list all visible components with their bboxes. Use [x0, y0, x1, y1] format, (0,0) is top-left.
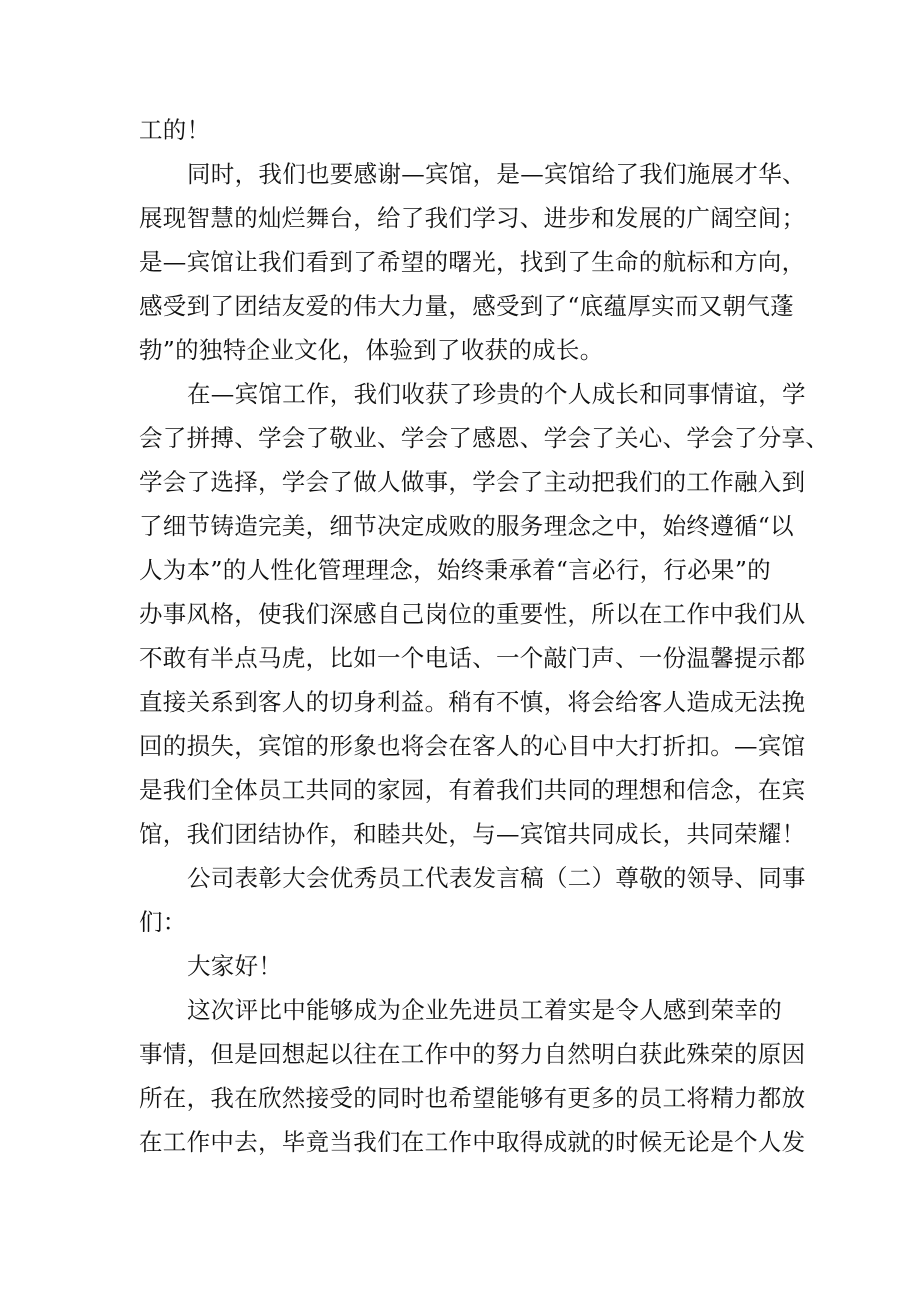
text-line: 们： — [139, 908, 187, 936]
text-line: 了细节铸造完美，细节决定成败的服务理念之中，始终遵循“以 — [139, 512, 794, 540]
paragraph-start: 同时，我们也要感谢—宾馆，是—宾馆给了我们施展才华、 — [187, 160, 806, 188]
text-line: 工的！ — [139, 116, 211, 144]
text-line: 所在，我在欣然接受的同时也希望能够有更多的员工将精力都放 — [139, 1084, 806, 1112]
text-line: 不敢有半点马虎，比如一个电话、一个敲门声、一份温馨提示都 — [139, 644, 806, 672]
text-line: 事情，但是回想起以往在工作中的努力自然明白获此殊荣的原因 — [139, 1040, 806, 1068]
paragraph-start: 这次评比中能够成为企业先进员工着实是令人感到荣幸的 — [187, 996, 782, 1024]
text-line: 直接关系到客人的切身利益。稍有不慎，将会给客人造成无法挽 — [139, 688, 806, 716]
speech-title-line: 公司表彰大会优秀员工代表发言稿（二）尊敬的领导、同事 — [187, 864, 806, 892]
text-line: 学会了选择，学会了做人做事，学会了主动把我们的工作融入到 — [139, 468, 806, 496]
text-line: 人为本”的人性化管理理念，始终秉承着“言必行，行必果”的 — [139, 556, 771, 584]
paragraph-start: 在—宾馆工作，我们收获了珍贵的个人成长和同事情谊，学 — [187, 380, 806, 408]
text-line: 回的损失，宾馆的形象也将会在客人的心目中大打折扣。—宾馆 — [139, 732, 806, 760]
text-line: 办事风格，使我们深感自己岗位的重要性，所以在工作中我们从 — [139, 600, 806, 628]
text-line: 在工作中去，毕竟当我们在工作中取得成就的时候无论是个人发 — [139, 1128, 806, 1156]
text-line: 是—宾馆让我们看到了希望的曙光，找到了生命的航标和方向， — [139, 248, 806, 276]
text-line: 会了拼搏、学会了敬业、学会了感恩、学会了关心、学会了分享、 — [139, 424, 830, 452]
text-line: 是我们全体员工共同的家园，有着我们共同的理想和信念，在宾 — [139, 776, 806, 804]
text-line: 馆，我们团结协作，和睦共处，与—宾馆共同成长，共同荣耀！ — [139, 820, 806, 848]
text-line: 展现智慧的灿烂舞台，给了我们学习、进步和发展的广阔空间； — [139, 204, 806, 232]
text-line: 勃”的独特企业文化，体验到了收获的成长。 — [139, 336, 604, 364]
text-line: 感受到了团结友爱的伟大力量，感受到了“底蕴厚实而又朝气蓬 — [139, 292, 794, 320]
greeting: 大家好！ — [187, 952, 283, 980]
